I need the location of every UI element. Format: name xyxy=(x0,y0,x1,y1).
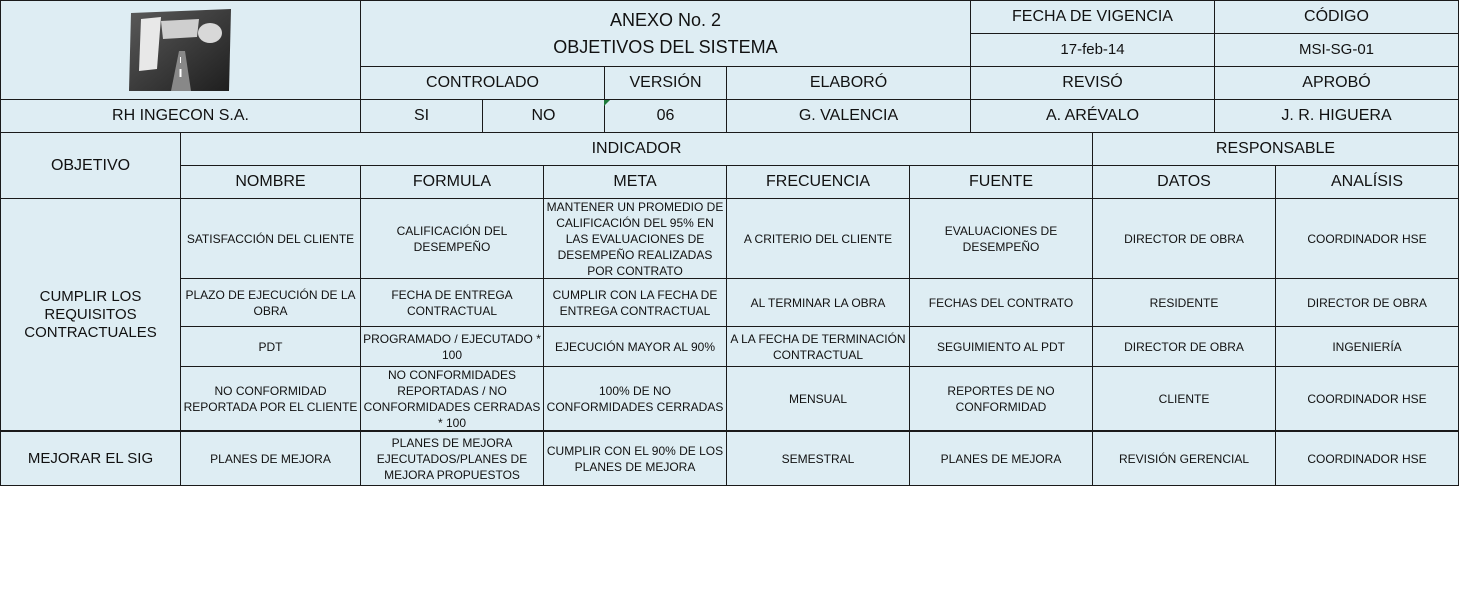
table-cell-frecuencia: AL TERMINAR LA OBRA xyxy=(726,278,910,327)
table-cell-frecuencia: A LA FECHA DE TERMINACIÓN CONTRACTUAL xyxy=(726,326,910,367)
company-name: RH INGECON S.A. xyxy=(0,99,361,133)
nombre-header: NOMBRE xyxy=(180,165,361,199)
table-cell-datos: RESIDENTE xyxy=(1092,278,1276,327)
table-cell-frecuencia: MENSUAL xyxy=(726,366,910,431)
analisis-header: ANALÍSIS xyxy=(1275,165,1459,199)
meta-header: META xyxy=(543,165,727,199)
elaboro-value: G. VALENCIA xyxy=(726,99,971,133)
responsable-header: RESPONSABLE xyxy=(1092,132,1459,166)
table-cell-meta: MANTENER UN PROMEDIO DE CALIFICACIÓN DEL 95% EN LAS EVALUACIONES DE DESEMPEÑO REALIZADAS POR CONTRATO xyxy=(543,198,727,279)
table-cell-nombre: PLANES DE MEJORA xyxy=(180,430,361,486)
fuente-header: FUENTE xyxy=(909,165,1093,199)
table-cell-fuente: EVALUACIONES DE DESEMPEÑO xyxy=(909,198,1093,279)
codigo-value: MSI-SG-01 xyxy=(1214,33,1459,67)
table-cell-meta: 100% DE NO CONFORMIDADES CERRADAS xyxy=(543,366,727,431)
controlado-si: SI xyxy=(360,99,483,133)
table-cell-frecuencia: A CRITERIO DEL CLIENTE xyxy=(726,198,910,279)
version-value: 06 xyxy=(604,99,727,133)
objective-cell: CUMPLIR LOS REQUISITOS CONTRACTUALES xyxy=(0,198,181,431)
table-cell-analisis: COORDINADOR HSE xyxy=(1275,430,1459,486)
reviso-value: A. ARÉVALO xyxy=(970,99,1215,133)
table-cell-fuente: PLANES DE MEJORA xyxy=(909,430,1093,486)
codigo-label: CÓDIGO xyxy=(1214,0,1459,34)
table-cell-analisis: COORDINADOR HSE xyxy=(1275,198,1459,279)
vigencia-label: FECHA DE VIGENCIA xyxy=(970,0,1215,34)
table-cell-datos: DIRECTOR DE OBRA xyxy=(1092,198,1276,279)
table-cell-formula: PROGRAMADO / EJECUTADO * 100 xyxy=(360,326,544,367)
table-cell-nombre: NO CONFORMIDAD REPORTADA POR EL CLIENTE xyxy=(180,366,361,431)
table-cell-analisis: DIRECTOR DE OBRA xyxy=(1275,278,1459,327)
table-cell-formula: NO CONFORMIDADES REPORTADAS / NO CONFORMIDADES CERRADAS * 100 xyxy=(360,366,544,431)
table-cell-formula: FECHA DE ENTREGA CONTRACTUAL xyxy=(360,278,544,327)
reviso-label: REVISÓ xyxy=(970,66,1215,100)
table-cell-formula: CALIFICACIÓN DEL DESEMPEÑO xyxy=(360,198,544,279)
aprobo-value: J. R. HIGUERA xyxy=(1214,99,1459,133)
table-cell-formula: PLANES DE MEJORA EJECUTADOS/PLANES DE MEJORA PROPUESTOS xyxy=(360,430,544,486)
table-cell-frecuencia: SEMESTRAL xyxy=(726,430,910,486)
table-cell-meta: CUMPLIR CON EL 90% DE LOS PLANES DE MEJORA xyxy=(543,430,727,486)
table-cell-datos: CLIENTE xyxy=(1092,366,1276,431)
table-cell-fuente: SEGUIMIENTO AL PDT xyxy=(909,326,1093,367)
title-line-2: OBJETIVOS DEL SISTEMA xyxy=(553,36,778,57)
table-cell-nombre: PDT xyxy=(180,326,361,367)
controlado-no: NO xyxy=(482,99,605,133)
table-cell-nombre: SATISFACCIÓN DEL CLIENTE xyxy=(180,198,361,279)
table-cell-fuente: FECHAS DEL CONTRATO xyxy=(909,278,1093,327)
table-cell-datos: DIRECTOR DE OBRA xyxy=(1092,326,1276,367)
version-label: VERSIÓN xyxy=(604,66,727,100)
datos-header: DATOS xyxy=(1092,165,1276,199)
indicador-header: INDICADOR xyxy=(180,132,1093,166)
table-cell-meta: CUMPLIR CON LA FECHA DE ENTREGA CONTRACTUAL xyxy=(543,278,727,327)
table-cell-fuente: REPORTES DE NO CONFORMIDAD xyxy=(909,366,1093,431)
controlado-label: CONTROLADO xyxy=(360,66,605,100)
table-cell-analisis: INGENIERÍA xyxy=(1275,326,1459,367)
table-cell-datos: REVISIÓN GERENCIAL xyxy=(1092,430,1276,486)
document-title xyxy=(360,0,971,67)
frecuencia-header: FRECUENCIA xyxy=(726,165,910,199)
table-cell-meta: EJECUCIÓN MAYOR AL 90% xyxy=(543,326,727,367)
vigencia-value: 17-feb-14 xyxy=(970,33,1215,67)
objetivo-header: OBJETIVO xyxy=(0,132,181,199)
formula-header: FORMULA xyxy=(360,165,544,199)
table-cell-analisis: COORDINADOR HSE xyxy=(1275,366,1459,431)
cell-marker-icon xyxy=(604,100,610,106)
elaboro-label: ELABORÓ xyxy=(726,66,971,100)
title-line-1: ANEXO No. 2 xyxy=(609,9,722,30)
aprobo-label: APROBÓ xyxy=(1214,66,1459,100)
company-logo-icon xyxy=(127,7,235,93)
table-cell-nombre: PLAZO DE EJECUCIÓN DE LA OBRA xyxy=(180,278,361,327)
logo-cell xyxy=(0,0,361,100)
objective-cell: MEJORAR EL SIG xyxy=(0,430,181,486)
